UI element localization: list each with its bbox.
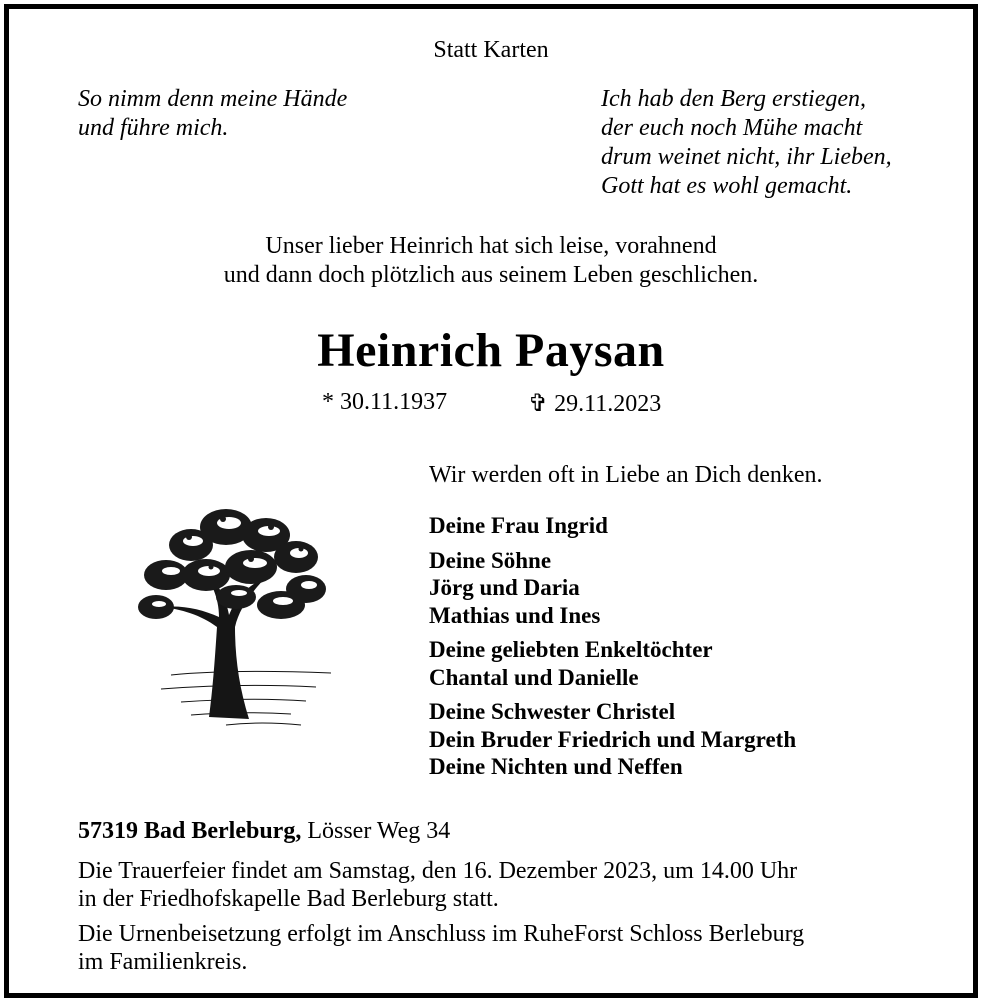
verse-right-line: Ich hab den Berg erstiegen, (601, 86, 867, 112)
verse-right-line: der euch noch Mühe macht (601, 115, 863, 141)
funeral-line: Die Trauerfeier findet am Samstag, den 16. Dezember 2023, um 14.00 Uhr (78, 858, 798, 884)
intro-line: Unser lieber Heinrich hat sich leise, vorahnend (265, 233, 717, 259)
family-group (429, 698, 796, 781)
family-member: Jörg und Daria (429, 575, 580, 600)
family-member: Mathias und Ines (429, 602, 601, 628)
family-member: Dein Bruder Friedrich und Margreth (429, 726, 797, 752)
family-group (429, 636, 796, 691)
verse-left (78, 85, 347, 143)
family-group (429, 512, 796, 540)
verse-right-line: Gott hat es wohl gemacht. (601, 173, 853, 199)
death-date-value: 29.11.2023 (554, 391, 662, 417)
intro-line: und dann doch plötzlich aus seinem Leben geschlichen. (223, 262, 759, 288)
cross-icon: ✞ (528, 391, 549, 417)
verse-left-line: und führe mich. (78, 115, 229, 141)
family-member: Chantal und Danielle (429, 664, 639, 690)
family-group (429, 547, 796, 630)
birth-date: * 30.11.1937 (322, 389, 448, 415)
address-city: 57319 Bad Berleburg, (78, 818, 302, 844)
verse-left-line: So nimm denn meine Hände (78, 86, 348, 112)
address (78, 818, 450, 845)
family-member: Deine Schwester Christel (429, 699, 676, 724)
funeral-line: in der Friedhofskapelle Bad Berleburg statt. (78, 886, 499, 912)
memorial-quote: Wir werden oft in Liebe an Dich denken. (429, 462, 823, 488)
verse-right-line: drum weinet nicht, ihr Lieben, (601, 144, 892, 170)
address-street: Lösser Weg 34 (307, 818, 451, 844)
tree-icon (131, 497, 336, 747)
intro-text (9, 232, 973, 290)
family-member: Deine geliebten Enkeltöchter (429, 637, 713, 662)
funeral-info (78, 857, 797, 913)
obituary-frame (4, 4, 978, 998)
urn-burial-info (78, 920, 804, 976)
family-member: Deine Söhne (429, 547, 552, 573)
urn-line: im Familienkreis. (78, 949, 248, 975)
urn-line: Die Urnenbeisetzung erfolgt im Anschluss im RuheForst Schloss Berleburg (78, 921, 805, 947)
family-member: Deine Nichten und Neffen (429, 754, 683, 779)
family-list (429, 512, 796, 788)
death-date (528, 389, 661, 418)
deceased-name: Heinrich Paysan (317, 324, 665, 377)
verse-right (601, 85, 892, 201)
header-statt-karten: Statt Karten (433, 37, 549, 63)
family-member: Deine Frau Ingrid (429, 513, 608, 538)
